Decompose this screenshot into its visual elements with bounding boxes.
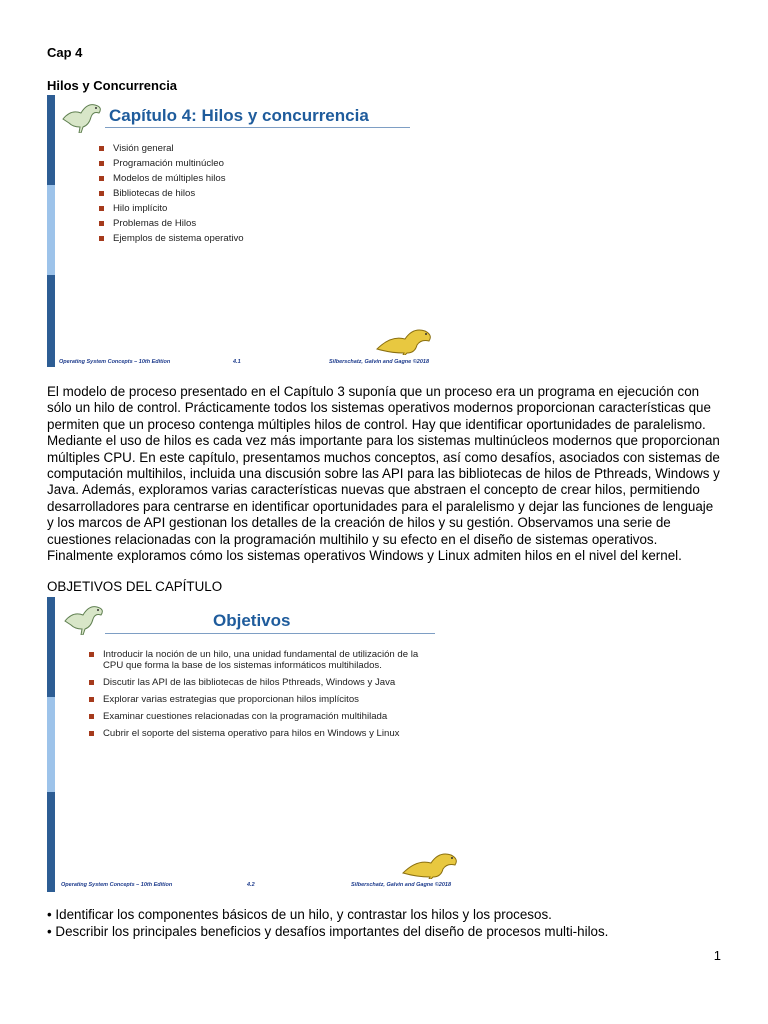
slide-item [99, 203, 244, 218]
slide-item-list [99, 143, 244, 248]
slide-side-bar [47, 792, 55, 892]
slide-item-list [89, 649, 429, 745]
slide-side-bar [47, 185, 55, 275]
bullet-icon [89, 714, 94, 719]
slide-item-text: Cubrir el soporte del sistema operativo para hilos en Windows y Linux [103, 728, 400, 739]
slide-item-text: Bibliotecas de hilos [113, 188, 196, 199]
slide-item-text: Discutir las API de las bibliotecas de hilos Pthreads, Windows y Java [103, 677, 396, 688]
bullet-icon [99, 146, 104, 151]
slide-item [89, 728, 429, 739]
slide-item-text: Visión general [113, 143, 174, 154]
dinosaur-icon [401, 849, 461, 879]
slide-side-bar [47, 275, 55, 367]
bullet-icon [89, 697, 94, 702]
bullet-point: • Describir los principales beneficios y desafíos importantes del diseño de procesos multi-hilos. [47, 924, 609, 939]
slide-item [99, 188, 244, 203]
slide-item [89, 649, 429, 671]
bullet-icon [99, 221, 104, 226]
objectives-heading: OBJETIVOS DEL CAPÍTULO [47, 579, 223, 594]
dinosaur-icon [375, 325, 435, 355]
page-number: 1 [713, 948, 721, 963]
bullet-icon [99, 161, 104, 166]
objective-bullets [47, 906, 723, 940]
slide-item-text: Introducir la noción de un hilo, una unidad fundamental de utilización de la CPU que forma la base de los sistemas informáticos multihilados. [103, 649, 419, 671]
slide-footer-page: 4.2 [247, 882, 255, 888]
slide-item-text: Problemas de Hilos [113, 218, 197, 229]
slide-item-text: Modelos de múltiples hilos [113, 173, 226, 184]
slide-side-bar [47, 95, 55, 185]
dinosaur-icon [61, 599, 109, 635]
slide-objectives [47, 597, 457, 892]
section-title: Hilos y Concurrencia [47, 78, 178, 93]
slide-footer-right: Silberschatz, Galvin and Gagne ©2018 [351, 882, 452, 888]
slide-title-rule [105, 633, 435, 634]
intro-paragraph: El modelo de proceso presentado en el Capítulo 3 suponía que un proceso era un programa en ejecución con sólo un hilo de control. Prácticamente todos los sistemas operativos modernos proporcionan características que permiten que un proceso contenga múltiples hilos de control. Hay que identificar oportunidades de paralelismo. Mediante el uso de hilos es cada vez más importante para los sistemas multinúcleos modernos que proporcionan múltiples CPU. En este capítulo, presentamos muchos conceptos, así como desafíos, asociados con sistemas de computación multihilos, incluida una discusión sobre las API para las bibliotecas de hilos de Pthreads, Windows y Java. Además, exploramos varias características nuevas que abstraen el concepto de crear hilos, permitiendo desarrolladores para centrarse en identificar oportunidades para el paralelismo y dejar las funciones de lenguaje y los marcos de API gestionan los detalles de la creación de hilos y su gestión. Observamos una serie de cuestiones relacionadas con la programación multihilo y su efecto en el diseño de sistemas operativos. Finalmente exploramos cómo los sistemas operativos Windows y Linux admiten hilos en el nivel del kernel. [47, 384, 720, 564]
chapter-label: Cap 4 [47, 45, 83, 60]
slide-footer-page: 4.1 [233, 359, 241, 365]
slide-title-rule [105, 127, 410, 128]
bullet-point: • Identificar los componentes básicos de un hilo, y contrastar los hilos y los procesos. [47, 907, 552, 922]
slide-item [99, 218, 244, 233]
slide-side-bar [47, 597, 55, 697]
slide-footer-right: Silberschatz, Galvin and Gagne ©2018 [329, 359, 430, 365]
slide-title: Capítulo 4: Hilos y concurrencia [109, 106, 369, 125]
slide-item [89, 694, 429, 705]
slide-item-text: Explorar varias estrategias que proporcionan hilos implícitos [103, 694, 359, 705]
slide-chapter-4 [47, 95, 447, 367]
slide-footer-left: Operating System Concepts – 10th Edition [59, 359, 171, 365]
slide-item-text: Hilo implícito [113, 203, 168, 214]
slide-item [99, 158, 244, 173]
bullet-icon [89, 731, 94, 736]
bullet-icon [99, 191, 104, 196]
slide-item [99, 143, 244, 158]
slide-item [89, 711, 429, 722]
slide-title: Objetivos [213, 611, 291, 630]
bullet-icon [99, 206, 104, 211]
slide-item-text: Examinar cuestiones relacionadas con la programación multihilada [103, 711, 388, 722]
slide-footer-left: Operating System Concepts – 10th Edition [61, 882, 173, 888]
bullet-icon [89, 680, 94, 685]
slide-item [99, 173, 244, 188]
slide-item [89, 677, 429, 688]
bullet-icon [99, 236, 104, 241]
bullet-icon [99, 176, 104, 181]
slide-side-bar [47, 697, 55, 792]
bullet-icon [89, 652, 94, 657]
slide-item-text: Ejemplos de sistema operativo [113, 233, 244, 244]
dinosaur-icon [59, 97, 107, 133]
slide-item-text: Programación multinúcleo [113, 158, 224, 169]
slide-item [99, 233, 244, 248]
